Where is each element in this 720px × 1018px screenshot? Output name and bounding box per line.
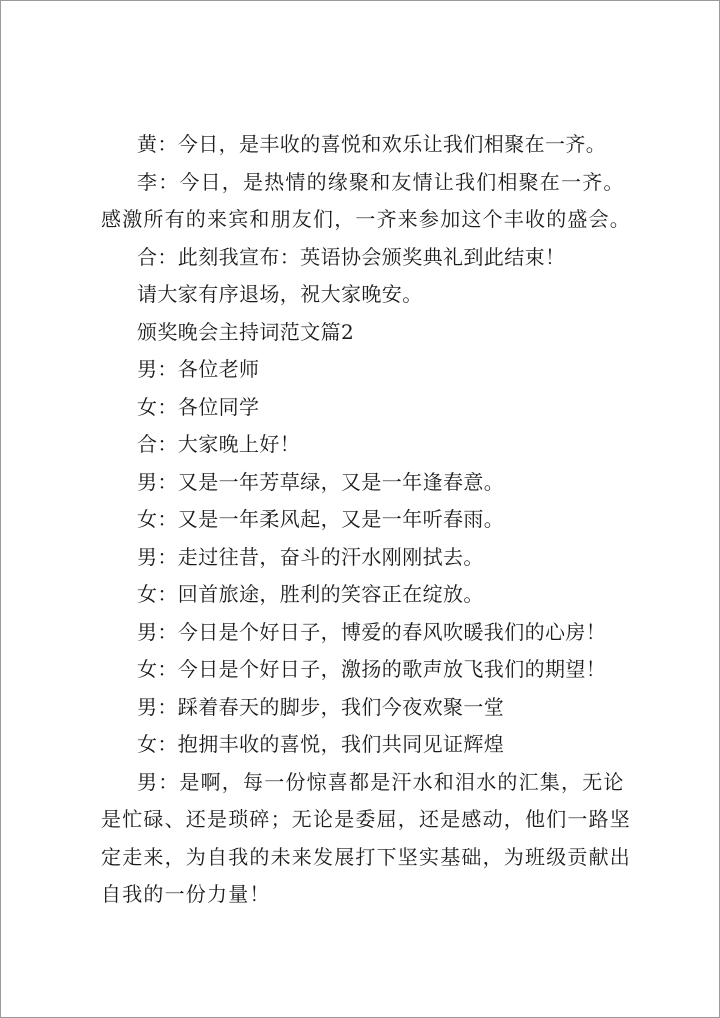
paragraph: 男：各位老师 xyxy=(137,357,260,381)
paragraph: 男：今日是个好日子，博爱的春风吹暖我们的心房！ xyxy=(137,619,607,644)
paragraph: 男：又是一年芳草绿，又是一年逢春意。 xyxy=(137,469,505,494)
paragraph: 男：踩着春天的脚步，我们今夜欢聚一堂 xyxy=(137,694,505,719)
paragraph: 女：抱拥丰收的喜悦，我们共同见证辉煌 xyxy=(137,732,505,756)
paragraph: 男：走过往昔，奋斗的汗水刚刚拭去。 xyxy=(137,544,484,569)
paragraph: 李：今日，是热情的缘聚和友情让我们相聚在一齐。感激所有的来宾和朋友们，一齐来参加这个丰收的盛会。 xyxy=(101,169,631,231)
paragraph: 女：各位同学 xyxy=(137,394,260,419)
paragraph: 女：回首旅途，胜利的笑容正在绽放。 xyxy=(137,582,484,606)
paragraph: 请大家有序退场，祝大家晚安。 xyxy=(137,282,423,306)
paragraph: 女：又是一年柔风起，又是一年听春雨。 xyxy=(137,507,505,531)
section-heading: 颁奖晚会主持词范文篇2 xyxy=(137,319,355,344)
paragraph: 男：是啊，每一份惊喜都是汗水和泪水的汇集，无论是忙碌、还是琐碎；无论是委屈，还是感动，他们一路坚定走来，为自我的未来发展打下坚实基础，为班级贡献出自我的一份力量！ xyxy=(101,769,631,906)
paragraph: 黄：今日，是丰收的喜悦和欢乐让我们相聚在一齐。 xyxy=(137,132,607,156)
paragraph: 合：此刻我宣布：英语协会颁奖典礼到此结束！ xyxy=(137,244,566,269)
paragraph: 合：大家晚上好！ xyxy=(137,432,301,456)
document-body xyxy=(101,126,639,914)
paragraph: 女：今日是个好日子，激扬的歌声放飞我们的期望！ xyxy=(137,657,607,681)
